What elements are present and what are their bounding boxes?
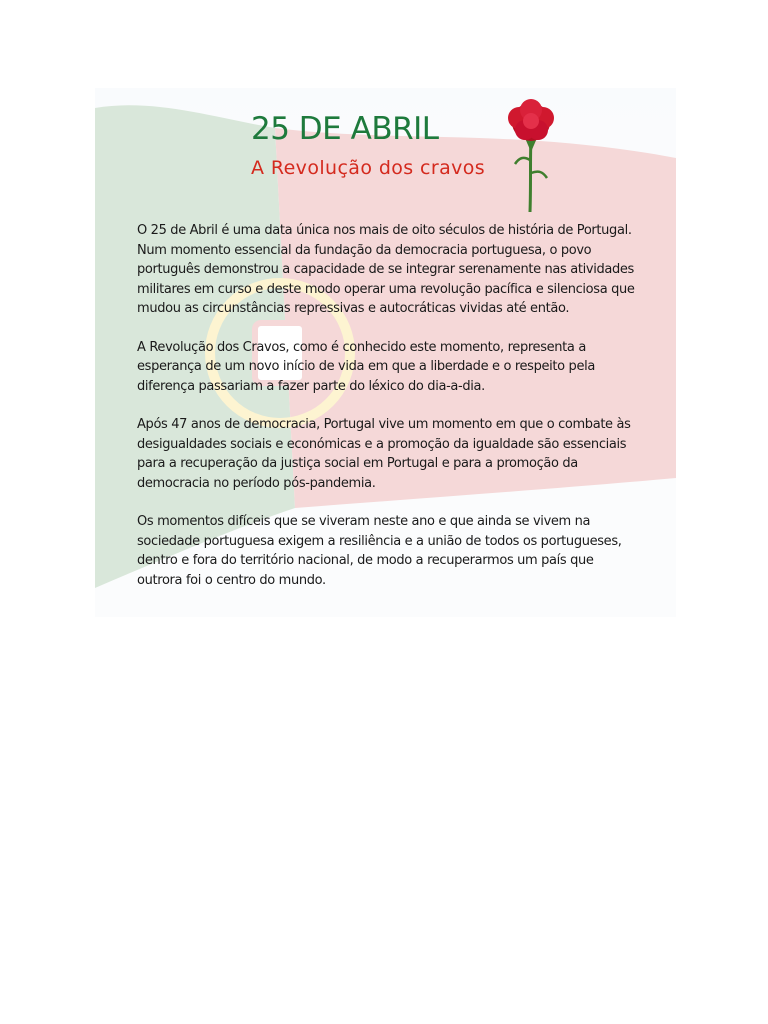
article-body (137, 221, 637, 609)
poster-card (95, 88, 676, 617)
paragraph: Os momentos difíceis que se viveram neste ano e que ainda se vivem na sociedade portuguesa exigem a resiliência e a união de todos os portugueses, dentro e fora do território nacional, de modo a recuperarmos um país que outrora foi o centro do mundo. (137, 514, 622, 588)
page-title: 25 DE ABRIL (251, 111, 439, 147)
paragraph: O 25 de Abril é uma data única nos mais de oito séculos de história de Portugal. Num momento essencial da fundação da democracia portuguesa, o povo português demonstrou a capacidade de se integrar serenamente nas atividades militares em curso e deste modo operar uma revolução pacífica e silenciosa que mudou as circunstâncias repressivas e autocráticas vividas até então. (137, 223, 635, 316)
paragraph: A Revolução dos Cravos, como é conhecido este momento, representa a esperança de um novo início de vida em que a liberdade e o respeito pela diferença passariam a fazer parte do léxico do dia-a-dia. (137, 339, 595, 394)
page-subtitle: A Revolução dos cravos (251, 157, 486, 179)
paragraph: Após 47 anos de democracia, Portugal vive um momento em que o combate às desigualdades sociais e económicas e a promoção da igualdade são essenciais para a recuperação da justiça social em Portugal e para a promoção da democracia no período pós-pandemia. (137, 417, 631, 491)
red-carnation-icon (495, 98, 567, 214)
